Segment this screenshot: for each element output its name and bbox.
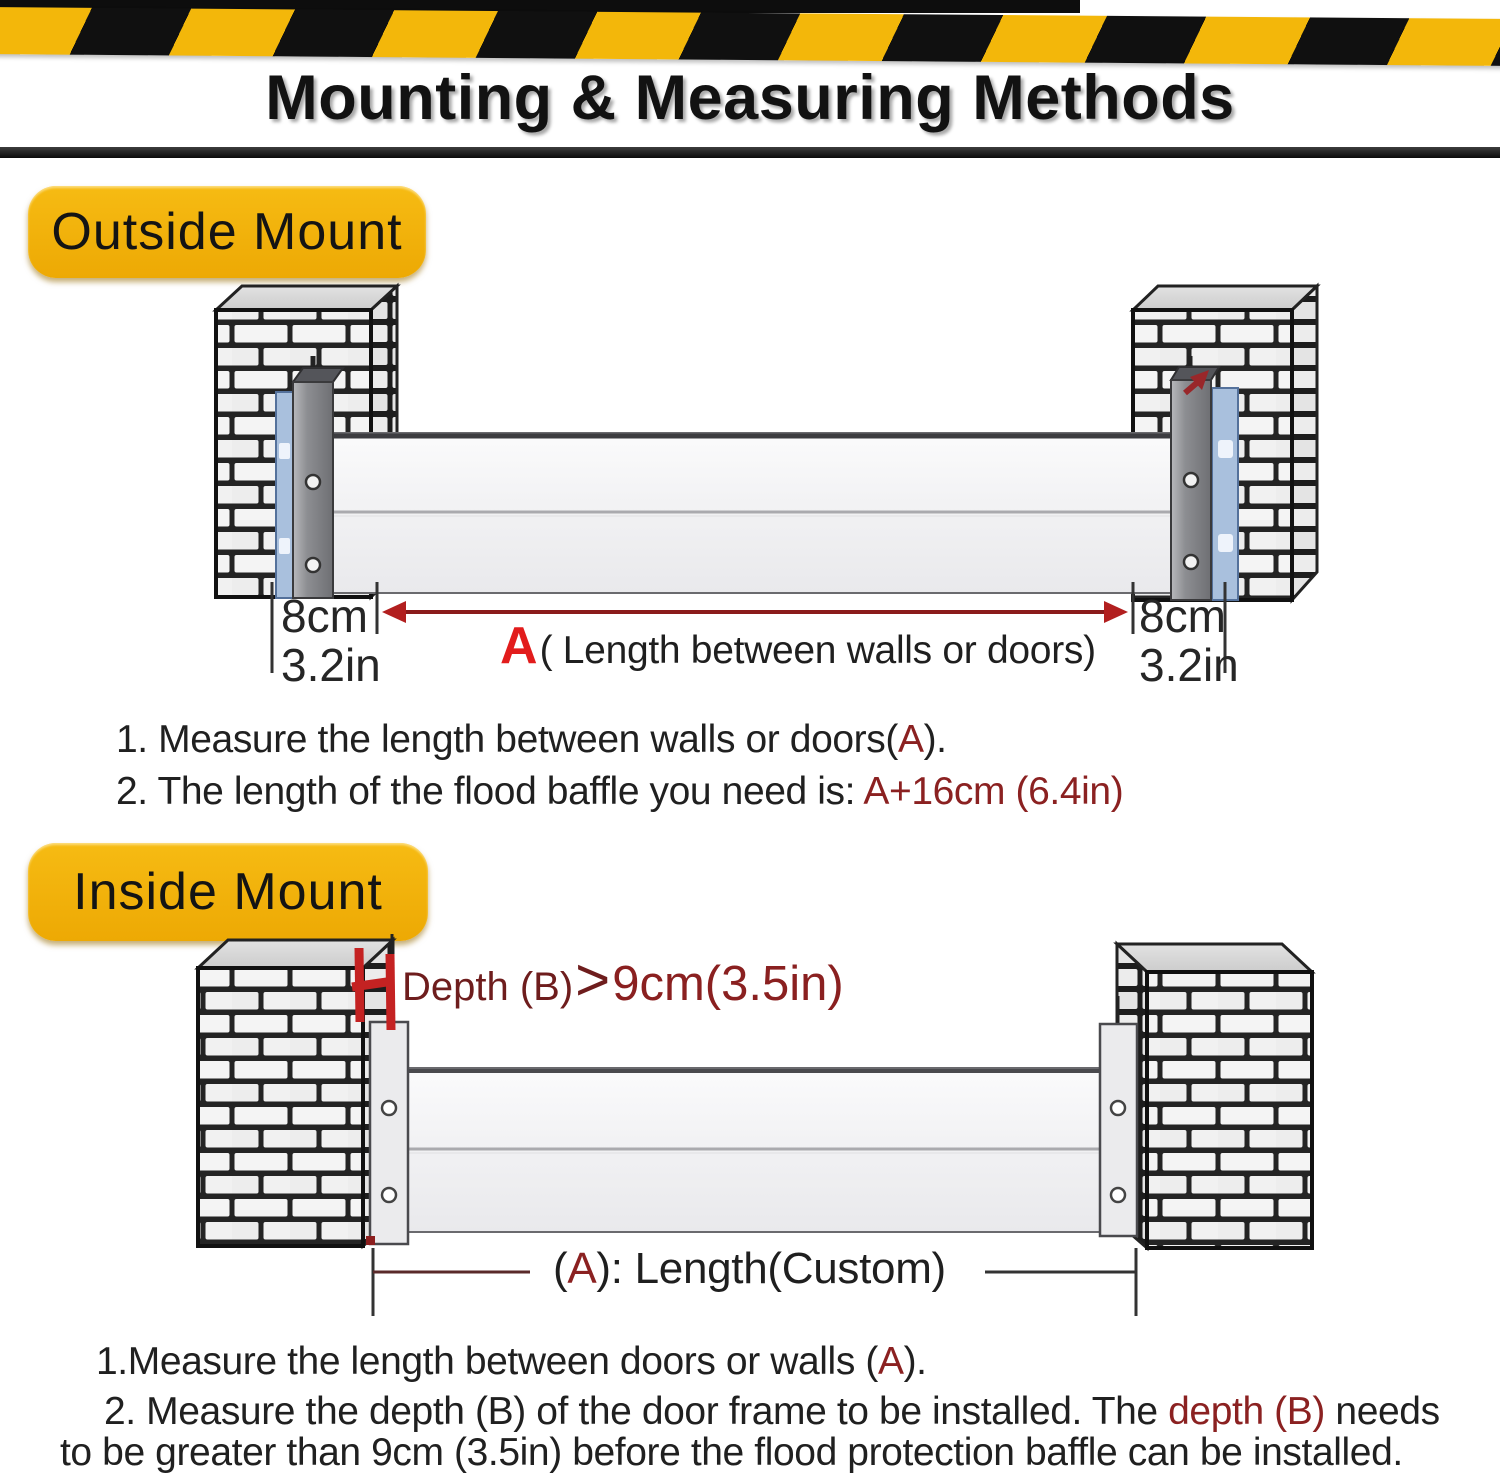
outside-step-1	[116, 718, 947, 762]
dimension-a: A	[500, 617, 538, 675]
step-text: needs	[1324, 1390, 1440, 1433]
dimension-a: A	[567, 1244, 597, 1293]
left-seal-gasket	[276, 392, 293, 598]
step-highlight: A	[877, 1340, 904, 1383]
right-mount-bracket	[1171, 356, 1219, 600]
right-mount-bracket	[1100, 996, 1137, 1236]
step-text: ).	[923, 718, 947, 761]
step-text: 1. Measure the length between walls or doors(	[116, 718, 898, 761]
inside-step-2-continued	[60, 1431, 1403, 1475]
right-seal-gasket	[1212, 388, 1238, 600]
outside-left-offset	[281, 592, 381, 690]
flood-barrier-panel	[333, 433, 1172, 593]
inside-step-2	[104, 1390, 1440, 1434]
outside-right-offset	[1139, 592, 1239, 690]
inside-mount-label-text: Inside Mount	[73, 863, 383, 921]
flood-barrier-panel	[408, 1068, 1100, 1232]
outside-mount-label-text: Outside Mount	[51, 203, 403, 261]
depth-annotation	[402, 945, 844, 1014]
step-text: 1.Measure the length between doors or walls (	[96, 1340, 878, 1383]
step-text: ).	[903, 1340, 927, 1383]
inside-span-label	[553, 1244, 946, 1294]
inside-step-1	[96, 1340, 927, 1384]
step-highlight: A	[897, 718, 924, 761]
offset-in: 3.2in	[281, 639, 381, 691]
step-highlight: depth (B)	[1168, 1390, 1325, 1433]
step-text: to be greater than 9cm (3.5in) before the flood protection baffle can be installed.	[60, 1431, 1403, 1474]
outside-step-2	[116, 770, 1123, 814]
outside-span-label	[500, 616, 1096, 676]
depth-label: Depth (B)	[402, 965, 574, 1009]
offset-cm: 8cm	[281, 590, 368, 642]
greater-than-sign: >	[575, 946, 611, 1013]
dimension-a-caption: ): Length(Custom)	[596, 1244, 946, 1293]
right-brick-pillar	[1117, 944, 1312, 1248]
dimension-a-caption: ( Length between walls or doors)	[539, 629, 1096, 672]
step-text: 2. Measure the depth (B) of the door frame to be installed. The	[104, 1390, 1169, 1433]
step-text: 2. The length of the flood baffle you need is:	[116, 770, 864, 813]
depth-value: 9cm(3.5in)	[612, 957, 844, 1011]
step-highlight: A+16cm (6.4in)	[863, 770, 1124, 813]
page-title: Mounting & Measuring Methods	[265, 63, 1235, 133]
offset-cm: 8cm	[1139, 590, 1226, 642]
offset-in: 3.2in	[1139, 639, 1239, 691]
paren: (	[553, 1244, 568, 1293]
